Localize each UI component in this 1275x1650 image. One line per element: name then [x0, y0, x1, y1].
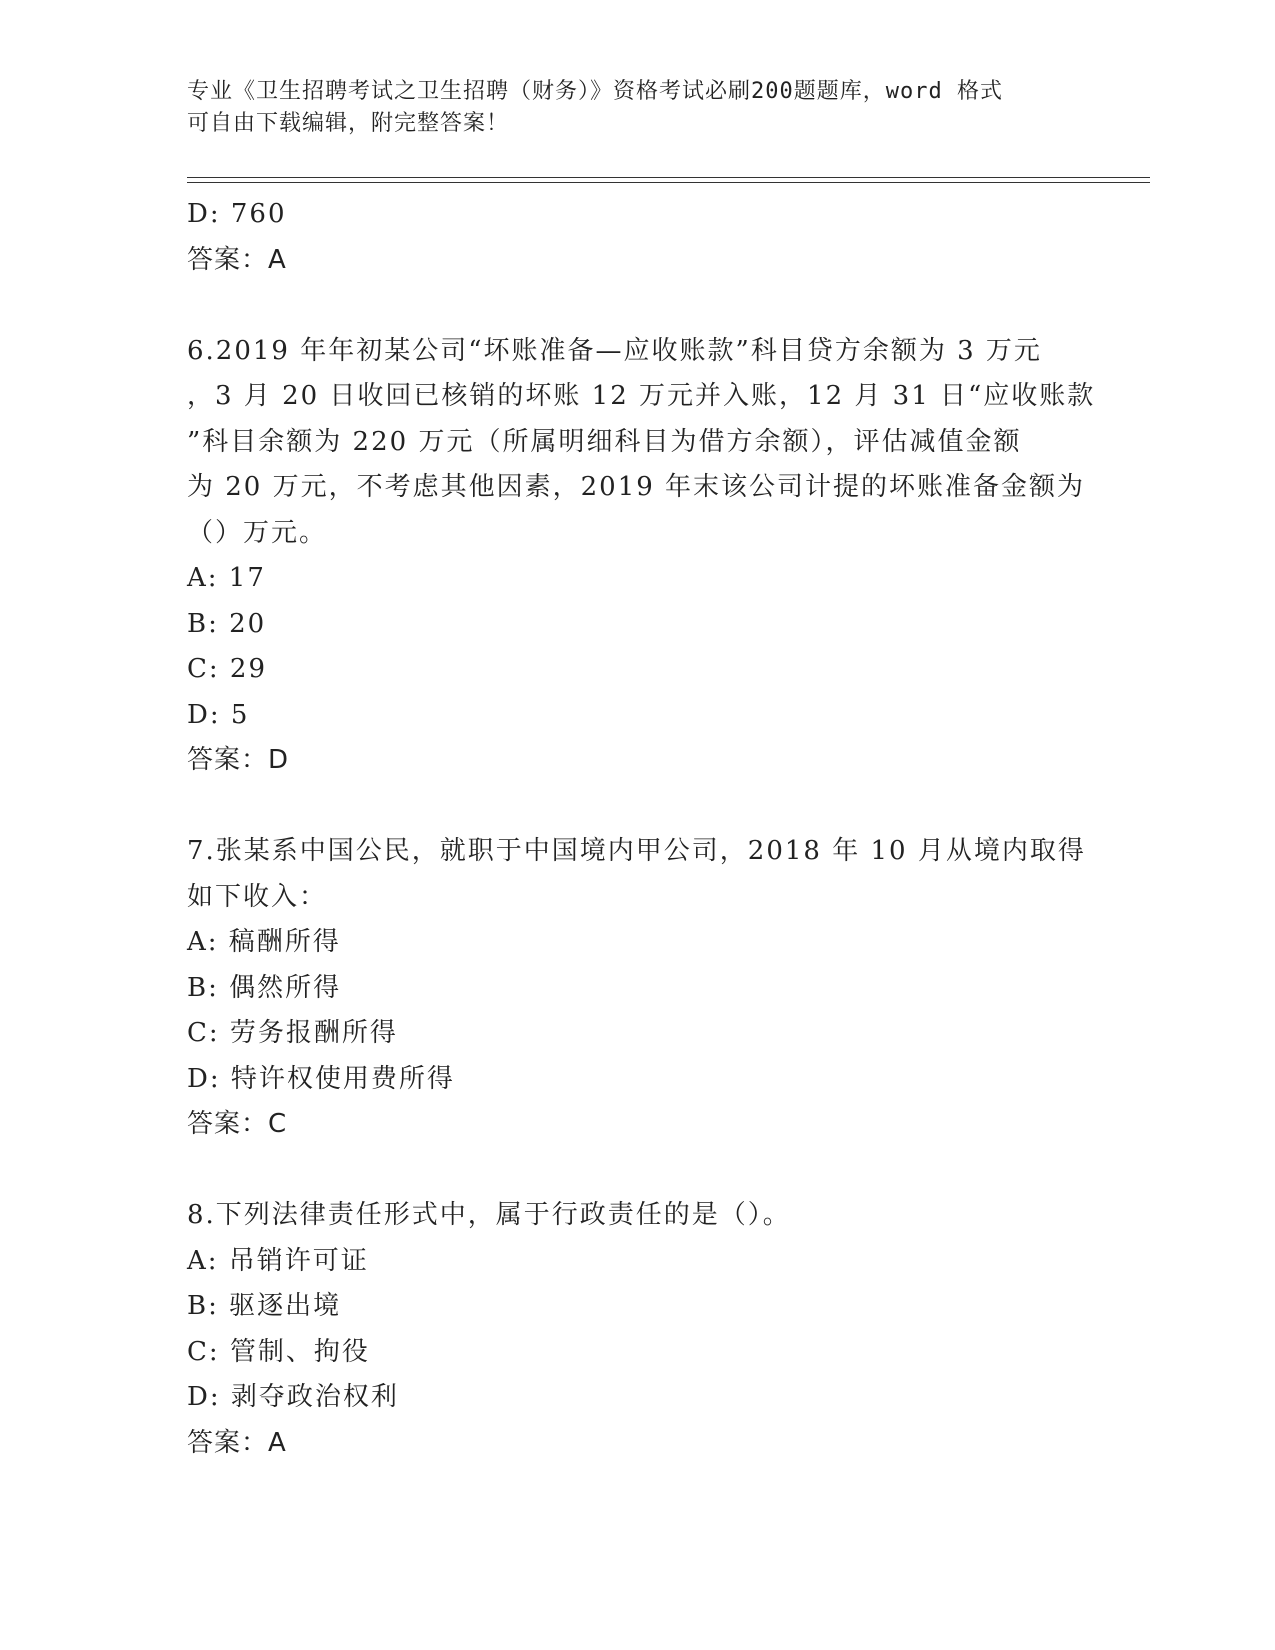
question-text-line: （）万元。: [187, 517, 328, 548]
question-text-line: ”科目余额为 220 万元（所属明细科目为借方余额），评估减值金额: [187, 426, 1022, 457]
question-text-line: 为 20 万元，不考虑其他因素，2019 年末该公司计提的坏账准备金额为: [187, 472, 1086, 502]
spacer: [187, 1148, 1087, 1194]
option-b: B: 驱逐出境: [187, 1291, 342, 1321]
option-a: A: 吊销许可证: [187, 1245, 369, 1276]
document-header: [187, 76, 1067, 140]
header-rule-top: [187, 177, 1150, 178]
option-b: B: 偶然所得: [187, 972, 342, 1003]
option-c: C: 劳务报酬所得: [187, 1018, 398, 1048]
question-7: [187, 829, 1087, 1148]
document-body: [187, 192, 1096, 1466]
option-d: D: 剥夺政治权利: [187, 1382, 399, 1412]
option-a: A: 17: [187, 563, 266, 593]
answer-label: 答案：C: [187, 1109, 288, 1139]
question-8: [187, 1193, 1087, 1466]
header-rule-bottom: [187, 182, 1150, 183]
spacer: [187, 283, 1087, 329]
answer-label: 答案：A: [187, 1427, 287, 1458]
question-text-line: 如下收入：: [187, 881, 328, 912]
question-6: [187, 329, 1096, 784]
answer-label: 答案：D: [187, 745, 290, 775]
answer-label: 答案：A: [187, 244, 287, 275]
question-5-tail: [187, 192, 1087, 283]
option-d: D: 760: [187, 199, 287, 229]
option-c: C: 29: [187, 654, 268, 684]
option-c: C: 管制、拘役: [187, 1336, 370, 1367]
option-d: D: 5: [187, 699, 250, 730]
option-a: A: 稿酬所得: [187, 927, 341, 957]
spacer: [187, 784, 1087, 830]
question-text-line: 7.张某系中国公民，就职于中国境内甲公司，2018 年 10 月从境内取得: [187, 836, 1086, 866]
question-text-line: 6.2019 年年初某公司“坏账准备—应收账款”科目贷方余额为 3 万元: [187, 335, 1042, 366]
question-text-line: 8.下列法律责任形式中，属于行政责任的是（）。: [187, 1200, 791, 1230]
option-b: B: 20: [187, 608, 267, 639]
header-line-2: 可自由下载编辑，附完整答案！: [187, 111, 510, 136]
question-text-line: ，3 月 20 日收回已核销的坏账 12 万元并入账，12 月 31 日“应收账款: [187, 381, 1096, 411]
header-line-1: 专业《卫生招聘考试之卫生招聘（财务）》资格考试必刷200题题库，word 格式: [187, 79, 1003, 104]
option-d: D: 特许权使用费所得: [187, 1063, 455, 1094]
